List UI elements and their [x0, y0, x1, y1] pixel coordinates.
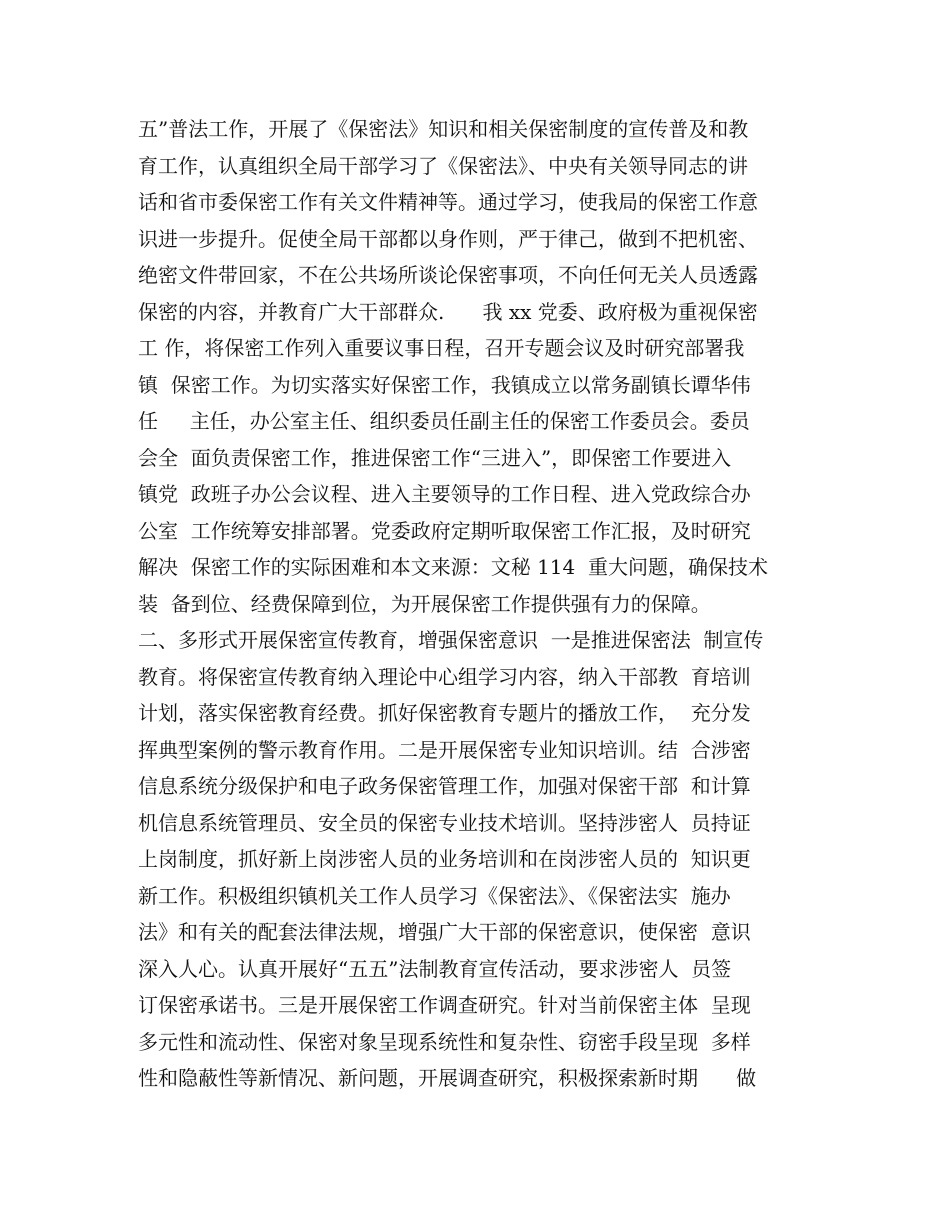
text-line-21: 上岗制度，抓好新上岗涉密人员的业务培训和在岗涉密人员的 知识更 [138, 847, 751, 871]
text-line-13: 解决 保密工作的实际困难和本文来源：文秘 114 重大问题，确保技术 [138, 555, 768, 579]
body-text [138, 111, 818, 1097]
text-line-8: 镇 保密工作。为切实落实好保密工作，我镇成立以常务副镇长谭华伟 [138, 372, 751, 397]
text-line-6: 保密的内容，并教育广大干部群众. 我 xx 党委、政府极为重视保密 [138, 299, 758, 324]
text-line-11: 镇党 政班子办公会议程、进入主要领导的工作日程、进入党政综合办 [138, 482, 751, 506]
text-line-5: 绝密文件带回家，不在公共场所谈论保密事项，不向任何无关人员透露 [138, 263, 758, 287]
text-line-4: 识进一步提升。促使全局干部都以身作则，严于律己，做到不把机密、 [138, 226, 758, 251]
text-line-27: 性和隐蔽性等新情况、新问题，开展调查研究，积极探索新时期 做 [138, 1066, 757, 1090]
text-line-7: 工 作，将保密工作列入重要议事日程，召开专题会议及时研究部署我 [138, 336, 745, 360]
text-line-18: 挥典型案例的警示教育作用。二是开展保密专业知识培训。结 合涉密 [138, 737, 751, 762]
text-line-25: 订保密承诺书。三是开展保密工作调查研究。针对当前保密主体 呈现 [138, 993, 751, 1017]
text-line-10: 会全 面负责保密工作，推进保密工作“三进入”，即保密工作要进入 [138, 445, 732, 470]
text-line-22: 新工作。积极组织镇机关工作人员学习《保密法》、《保密法实 施办 [138, 883, 731, 908]
text-line-19: 信息系统分级保护和电子政务保密管理工作，加强对保密干部 和计算 [138, 774, 751, 798]
text-line-2: 育工作，认真组织全局干部学习了《保密法》、中央有关领导同志的讲 [138, 153, 748, 178]
text-line-9: 任 主任，办公室主任、组织委员任副主任的保密工作委员会。委员 [138, 409, 750, 433]
text-line-15: 二、多形式开展保密宣传教育，增强保密意识 一是推进保密法 制宣传 [138, 628, 764, 652]
text-line-17: 计划，落实保密教育经费。抓好保密教育专题片的播放工作， 充分发 [138, 701, 751, 725]
text-line-3: 话和省市委保密工作有关文件精神等。通过学习，使我局的保密工作意 [138, 190, 758, 214]
text-line-1: 五”普法工作，开展了《保密法》知识和相关保密制度的宣传普及和教 [138, 117, 749, 141]
text-line-16: 教育。将保密宣传教育纳入理论中心组学习内容，纳入干部教 育培训 [138, 664, 751, 689]
text-line-24: 深入人心。认真开展好“五五”法制教育宣传活动，要求涉密人 员签 [138, 956, 732, 981]
text-line-12: 公室 工作统筹安排部署。党委政府定期听取保密工作汇报，及时研究 [138, 518, 751, 543]
text-line-20: 机信息系统管理员、安全员的保密专业技术培训。坚持涉密人 员持证 [138, 810, 751, 835]
text-line-14: 装 备到位、经费保障到位，为开展保密工作提供强有力的保障。 [138, 591, 711, 616]
text-line-26: 多元性和流动性、保密对象呈现系统性和复杂性、窃密手段呈现 多样 [138, 1029, 751, 1054]
text-line-23: 法》和有关的配套法律法规，增强广大干部的保密意识，使保密 意识 [138, 920, 751, 944]
